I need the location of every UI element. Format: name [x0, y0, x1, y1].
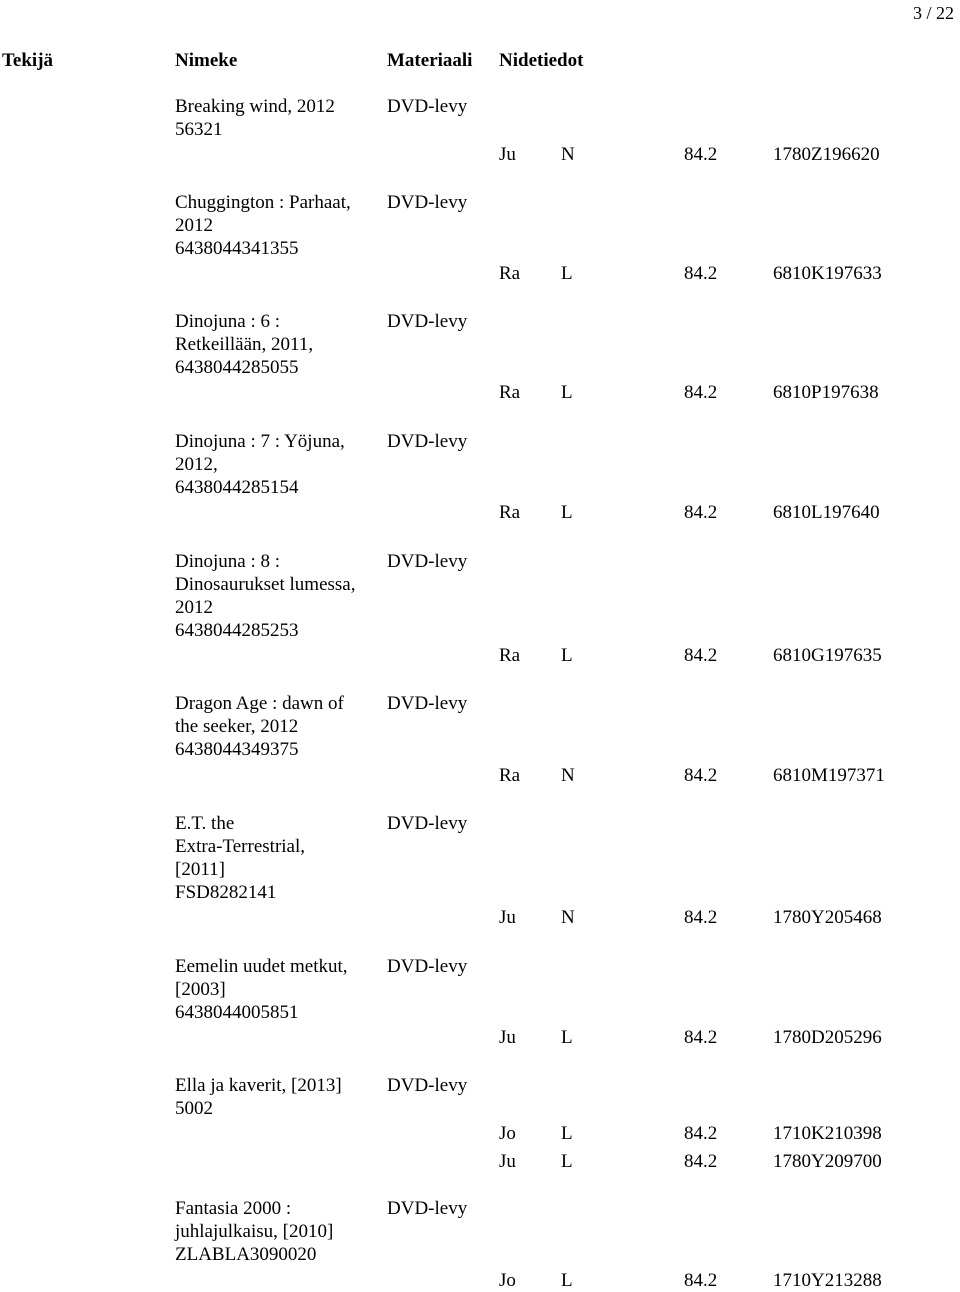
- record-title-line: 2012: [175, 597, 213, 618]
- record-title-line: [2003]: [175, 979, 226, 1000]
- record-title: [175, 955, 375, 1024]
- holding-location: Ju: [499, 907, 516, 928]
- holding-collection: L: [561, 382, 573, 403]
- record-title: [175, 191, 375, 260]
- record-title-line: FSD8282141: [175, 882, 277, 903]
- record-material: DVD-levy: [387, 1198, 468, 1219]
- holding-location: Ra: [499, 502, 521, 523]
- record-title: [175, 692, 375, 761]
- holding-collection: N: [561, 907, 575, 928]
- holding-row: [0, 906, 960, 929]
- holding-row: [0, 501, 960, 524]
- holding-row: [0, 1269, 960, 1292]
- holding-id: 1710K210398: [773, 1123, 882, 1144]
- record-title: [175, 1074, 375, 1120]
- holding-location: Ju: [499, 144, 516, 165]
- record-title-line: Dinojuna : 7 : Yöjuna,: [175, 431, 345, 452]
- holding-class: 84.2: [684, 263, 718, 284]
- record-title-line: 2012,: [175, 454, 218, 475]
- holding-location: Ra: [499, 645, 521, 666]
- record-title-line: 6438044285253: [175, 620, 299, 641]
- record-title-line: Extra-Terrestrial,: [175, 836, 306, 857]
- holding-row: [0, 644, 960, 667]
- record-title-line: Ella ja kaverit, [2013]: [175, 1075, 342, 1096]
- holding-class: 84.2: [684, 502, 718, 523]
- record-material: DVD-levy: [387, 192, 468, 213]
- holding-id: 1780Y205468: [773, 907, 882, 928]
- record-title-line: 5002: [175, 1098, 213, 1119]
- header-nidetiedot: Nidetiedot: [499, 50, 584, 71]
- record-title-line: Eemelin uudet metkut,: [175, 956, 348, 977]
- holding-class: 84.2: [684, 1151, 718, 1172]
- record-title-line: Dragon Age : dawn of: [175, 693, 344, 714]
- holding-row: [0, 143, 960, 166]
- record-title-line: [2011]: [175, 859, 225, 880]
- holding-collection: L: [561, 502, 573, 523]
- holding-class: 84.2: [684, 382, 718, 403]
- header-materiaali: Materiaali: [387, 50, 473, 71]
- record-title-line: Dinojuna : 6 :: [175, 311, 281, 332]
- holding-row: [0, 1122, 960, 1145]
- record-title-line: Breaking wind, 2012: [175, 96, 335, 117]
- record-material: DVD-levy: [387, 96, 468, 117]
- record-title-line: the seeker, 2012: [175, 716, 299, 737]
- record-material: DVD-levy: [387, 1075, 468, 1096]
- record-title-line: Dinojuna : 8 :: [175, 551, 281, 572]
- holding-class: 84.2: [684, 1123, 718, 1144]
- holding-collection: L: [561, 1123, 573, 1144]
- record-material: DVD-levy: [387, 551, 468, 572]
- holding-location: Jo: [499, 1123, 516, 1144]
- record-title: [175, 812, 375, 904]
- record-title-line: 6438044005851: [175, 1002, 299, 1023]
- holding-id: 6810K197633: [773, 263, 882, 284]
- record-title-line: 6438044285154: [175, 477, 299, 498]
- holding-location: Ra: [499, 263, 521, 284]
- holding-id: 6810M197371: [773, 765, 885, 786]
- holding-location: Ra: [499, 382, 521, 403]
- holding-class: 84.2: [684, 1027, 718, 1048]
- header-tekija: Tekijä: [2, 50, 54, 71]
- holding-location: Ju: [499, 1151, 516, 1172]
- holding-class: 84.2: [684, 1270, 718, 1291]
- holding-id: 6810L197640: [773, 502, 880, 523]
- holding-id: 1780Z196620: [773, 144, 880, 165]
- holding-class: 84.2: [684, 907, 718, 928]
- record-title: [175, 550, 375, 642]
- record-title-line: 6438044349375: [175, 739, 299, 760]
- record-material: DVD-levy: [387, 956, 468, 977]
- holding-class: 84.2: [684, 765, 718, 786]
- record-material: DVD-levy: [387, 813, 468, 834]
- record-title: [175, 95, 375, 141]
- holding-id: 1780Y209700: [773, 1151, 882, 1172]
- record-title: [175, 310, 375, 379]
- holding-collection: L: [561, 1151, 573, 1172]
- holding-location: Ra: [499, 765, 521, 786]
- holding-id: 1710Y213288: [773, 1270, 882, 1291]
- holding-location: Ju: [499, 1027, 516, 1048]
- record-material: DVD-levy: [387, 693, 468, 714]
- record-title-line: Fantasia 2000 :: [175, 1198, 292, 1219]
- record-title-line: 56321: [175, 119, 223, 140]
- record-title-line: 6438044285055: [175, 357, 299, 378]
- header-nimeke: Nimeke: [175, 50, 238, 71]
- holding-row: [0, 764, 960, 787]
- record-material: DVD-levy: [387, 431, 468, 452]
- record-title: [175, 430, 375, 499]
- holding-row: [0, 1026, 960, 1049]
- holding-collection: L: [561, 645, 573, 666]
- holding-collection: L: [561, 1270, 573, 1291]
- record-title-line: ZLABLA3090020: [175, 1244, 317, 1265]
- record-title-line: Retkeillään, 2011,: [175, 334, 314, 355]
- holding-location: Jo: [499, 1270, 516, 1291]
- record-title-line: Dinosaurukset lumessa,: [175, 574, 356, 595]
- record-title-line: E.T. the: [175, 813, 235, 834]
- holding-row: [0, 262, 960, 285]
- record-title-line: Chuggington : Parhaat,: [175, 192, 351, 213]
- holding-id: 6810G197635: [773, 645, 882, 666]
- page-number: 3 / 22: [912, 3, 954, 23]
- holding-id: 6810P197638: [773, 382, 879, 403]
- holding-id: 1780D205296: [773, 1027, 882, 1048]
- record-title-line: 2012: [175, 215, 213, 236]
- holding-collection: N: [561, 144, 575, 165]
- holding-collection: L: [561, 1027, 573, 1048]
- record-material: DVD-levy: [387, 311, 468, 332]
- record-title: [175, 1197, 375, 1266]
- record-title-line: 6438044341355: [175, 238, 299, 259]
- holding-class: 84.2: [684, 645, 718, 666]
- record-title-line: juhlajulkaisu, [2010]: [175, 1221, 334, 1242]
- holding-class: 84.2: [684, 144, 718, 165]
- holding-row: [0, 1150, 960, 1173]
- holding-row: [0, 381, 960, 404]
- holding-collection: N: [561, 765, 575, 786]
- holding-collection: L: [561, 263, 573, 284]
